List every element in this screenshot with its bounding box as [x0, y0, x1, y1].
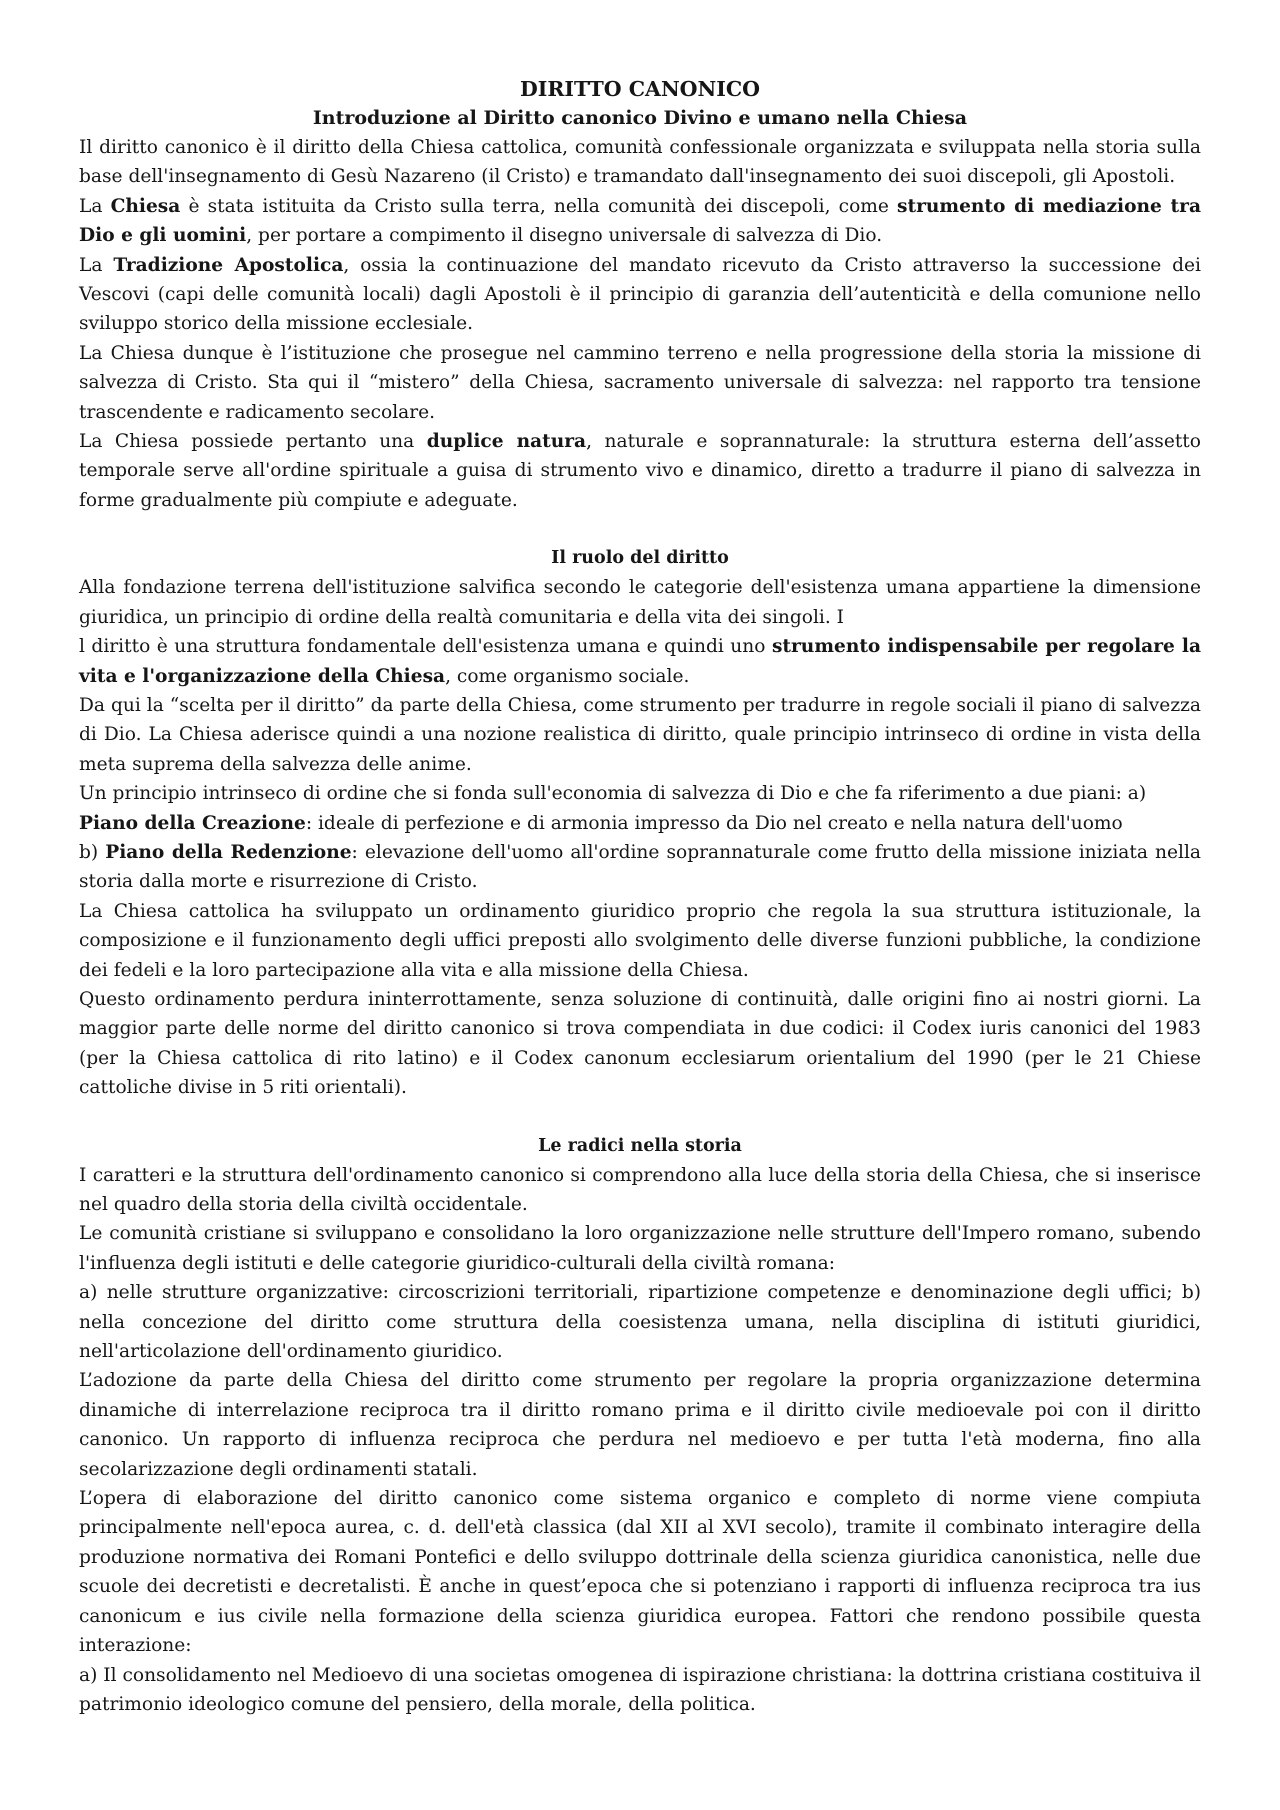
intro-section [79, 133, 1201, 515]
intro-paragraph-4: La Chiesa dunque è l’istituzione che prosegue nel cammino terreno e nella progressione della storia la missione di salvezza di Cristo. Sta qui il “mistero” della Chiesa, sacramento universale di salvezza: nel rapporto tra tensione trascendente e radicamento secolare. [79, 342, 1201, 423]
ruolo-paragraph-1: Alla fondazione terrena dell'istituzione salvifica secondo le categorie dell'esistenza umana appartiene la dimensione giuridica, un principio di ordine della realtà comunitaria e della vita dei singoli. I [79, 577, 1201, 628]
ruolo-paragraph-6: b) Piano della Redenzione: elevazione dell'uomo all'ordine soprannaturale come frutto della missione iniziata nella storia dalla morte e risurrezione di Cristo. [79, 841, 1201, 893]
ruolo-paragraph-2: l diritto è una struttura fondamentale dell'esistenza umana e quindi uno strumento indispensabile per regolare la vita e l'organizzazione della Chiesa, come organismo sociale. [79, 636, 1201, 687]
intro-paragraph-2: La Chiesa è stata istituita da Cristo sulla terra, nella comunità dei discepoli, come strumento di mediazione tra Dio e gli uomini, per portare a compimento il disegno universale di salvezza di Dio. [79, 195, 1201, 247]
radici-paragraph-3: a) nelle strutture organizzative: circoscrizioni territoriali, ripartizione competenze e denominazione degli uffici; b) nella concezione del diritto come struttura della coesistenza umana, nella disciplina di istituti giuridici, nell'articolazione dell'ordinamento giuridico. [79, 1282, 1201, 1363]
ruolo-section [79, 573, 1201, 1102]
section-heading-radici: Le radici nella storia [538, 1135, 742, 1156]
ruolo-paragraph-3: Da qui la “scelta per il diritto” da parte della Chiesa, come strumento per tradurre in regole sociali il piano di salvezza di Dio. La Chiesa aderisce quindi a una nozione realistica di diritto, quale principio intrinseco di ordine in vista della meta suprema della salvezza delle anime. [79, 694, 1201, 775]
ruolo-paragraph-5: Piano della Creazione: ideale di perfezione e di armonia impresso da Dio nel creato e nella natura dell'uomo [79, 812, 1123, 834]
radici-paragraph-5: L’opera di elaborazione del diritto canonico come sistema organico e completo di norme viene compiuta principalmente nell'epoca aurea, c. d. dell'età classica (dal XII al XVI secolo), tramite il combinato interagire della produzione normativa dei Romani Pontefici e dello sviluppo dottrinale della scienza giuridica canonistica, nelle due scuole dei decretisti e decretalisti. È anche in quest’epoca che si potenziano i rapporti di influenza reciproca tra ius canonicum e ius civile nella formazione della scienza giuridica europea. Fattori che rendono possibile questa interazione: [79, 1488, 1201, 1657]
radici-paragraph-1: I caratteri e la struttura dell'ordinamento canonico si comprendono alla luce della storia della Chiesa, che si inserisce nel quadro della storia della civiltà occidentale. [79, 1164, 1201, 1215]
radici-paragraph-4: L’adozione da parte della Chiesa del diritto come strumento per regolare la propria organizzazione determina dinamiche di interrelazione reciproca tra il diritto romano prima e il diritto civile medioevale poi con il diritto canonico. Un rapporto di influenza reciproca che perdura nel medioevo e per tutta l'età moderna, fino alla secolarizzazione degli ordinamenti statali. [79, 1370, 1201, 1480]
intro-paragraph-1: Il diritto canonico è il diritto della Chiesa cattolica, comunità confessionale organizzata e sviluppata nella storia sulla base dell'insegnamento di Gesù Nazareno (il Cristo) e tramandato dall'insegnamento dei suoi discepoli, gli Apostoli. [79, 137, 1201, 188]
section-heading-ruolo: Il ruolo del diritto [551, 548, 729, 569]
document-title: DIRITTO CANONICO [519, 77, 761, 101]
intro-paragraph-3: La Tradizione Apostolica, ossia la continuazione del mandato ricevuto da Cristo attraverso la successione dei Vescovi (capi delle comunità locali) dagli Apostoli è il principio di garanzia dell’autenticità e della comunione nello sviluppo storico della missione ecclesiale. [79, 254, 1202, 335]
radici-section [79, 1161, 1201, 1720]
ruolo-paragraph-7: La Chiesa cattolica ha sviluppato un ordinamento giuridico proprio che regola la sua struttura istituzionale, la composizione e il funzionamento degli uffici preposti allo svolgimento delle diverse funzioni pubbliche, la condizione dei fedeli e la loro partecipazione alla vita e alla missione della Chiesa. [79, 900, 1201, 981]
ruolo-paragraph-8: Questo ordinamento perdura ininterrottamente, senza soluzione di continuità, dalle origini fino ai nostri giorni. La maggior parte delle norme del diritto canonico si trova compendiata in due codici: il Codex iuris canonici del 1983 (per la Chiesa cattolica di rito latino) e il Codex canonum ecclesiarum orientalium del 1990 (per le 21 Chiese cattoliche divise in 5 riti orientali). [79, 988, 1201, 1099]
radici-paragraph-6: a) Il consolidamento nel Medioevo di una societas omogenea di ispirazione christiana: la dottrina cristiana costituiva il patrimonio ideologico comune del pensiero, della morale, della politica. [79, 1664, 1201, 1715]
document-page [79, 75, 1201, 1719]
document-subtitle: Introduzione al Diritto canonico Divino e umano nella Chiesa [312, 107, 968, 129]
radici-paragraph-2: Le comunità cristiane si sviluppano e consolidano la loro organizzazione nelle strutture dell'Impero romano, subendo l'influenza degli istituti e delle categorie giuridico-culturali della civiltà romana: [79, 1223, 1201, 1274]
ruolo-paragraph-4: Un principio intrinseco di ordine che si fonda sull'economia di salvezza di Dio e che fa riferimento a due piani: a) [79, 783, 1147, 805]
intro-paragraph-5: La Chiesa possiede pertanto una duplice natura, naturale e soprannaturale: la struttura esterna dell’assetto temporale serve all'ordine spirituale a guisa di strumento vivo e dinamico, diretto a tradurre il piano di salvezza in forme gradualmente più compiute e adeguate. [79, 431, 1201, 511]
